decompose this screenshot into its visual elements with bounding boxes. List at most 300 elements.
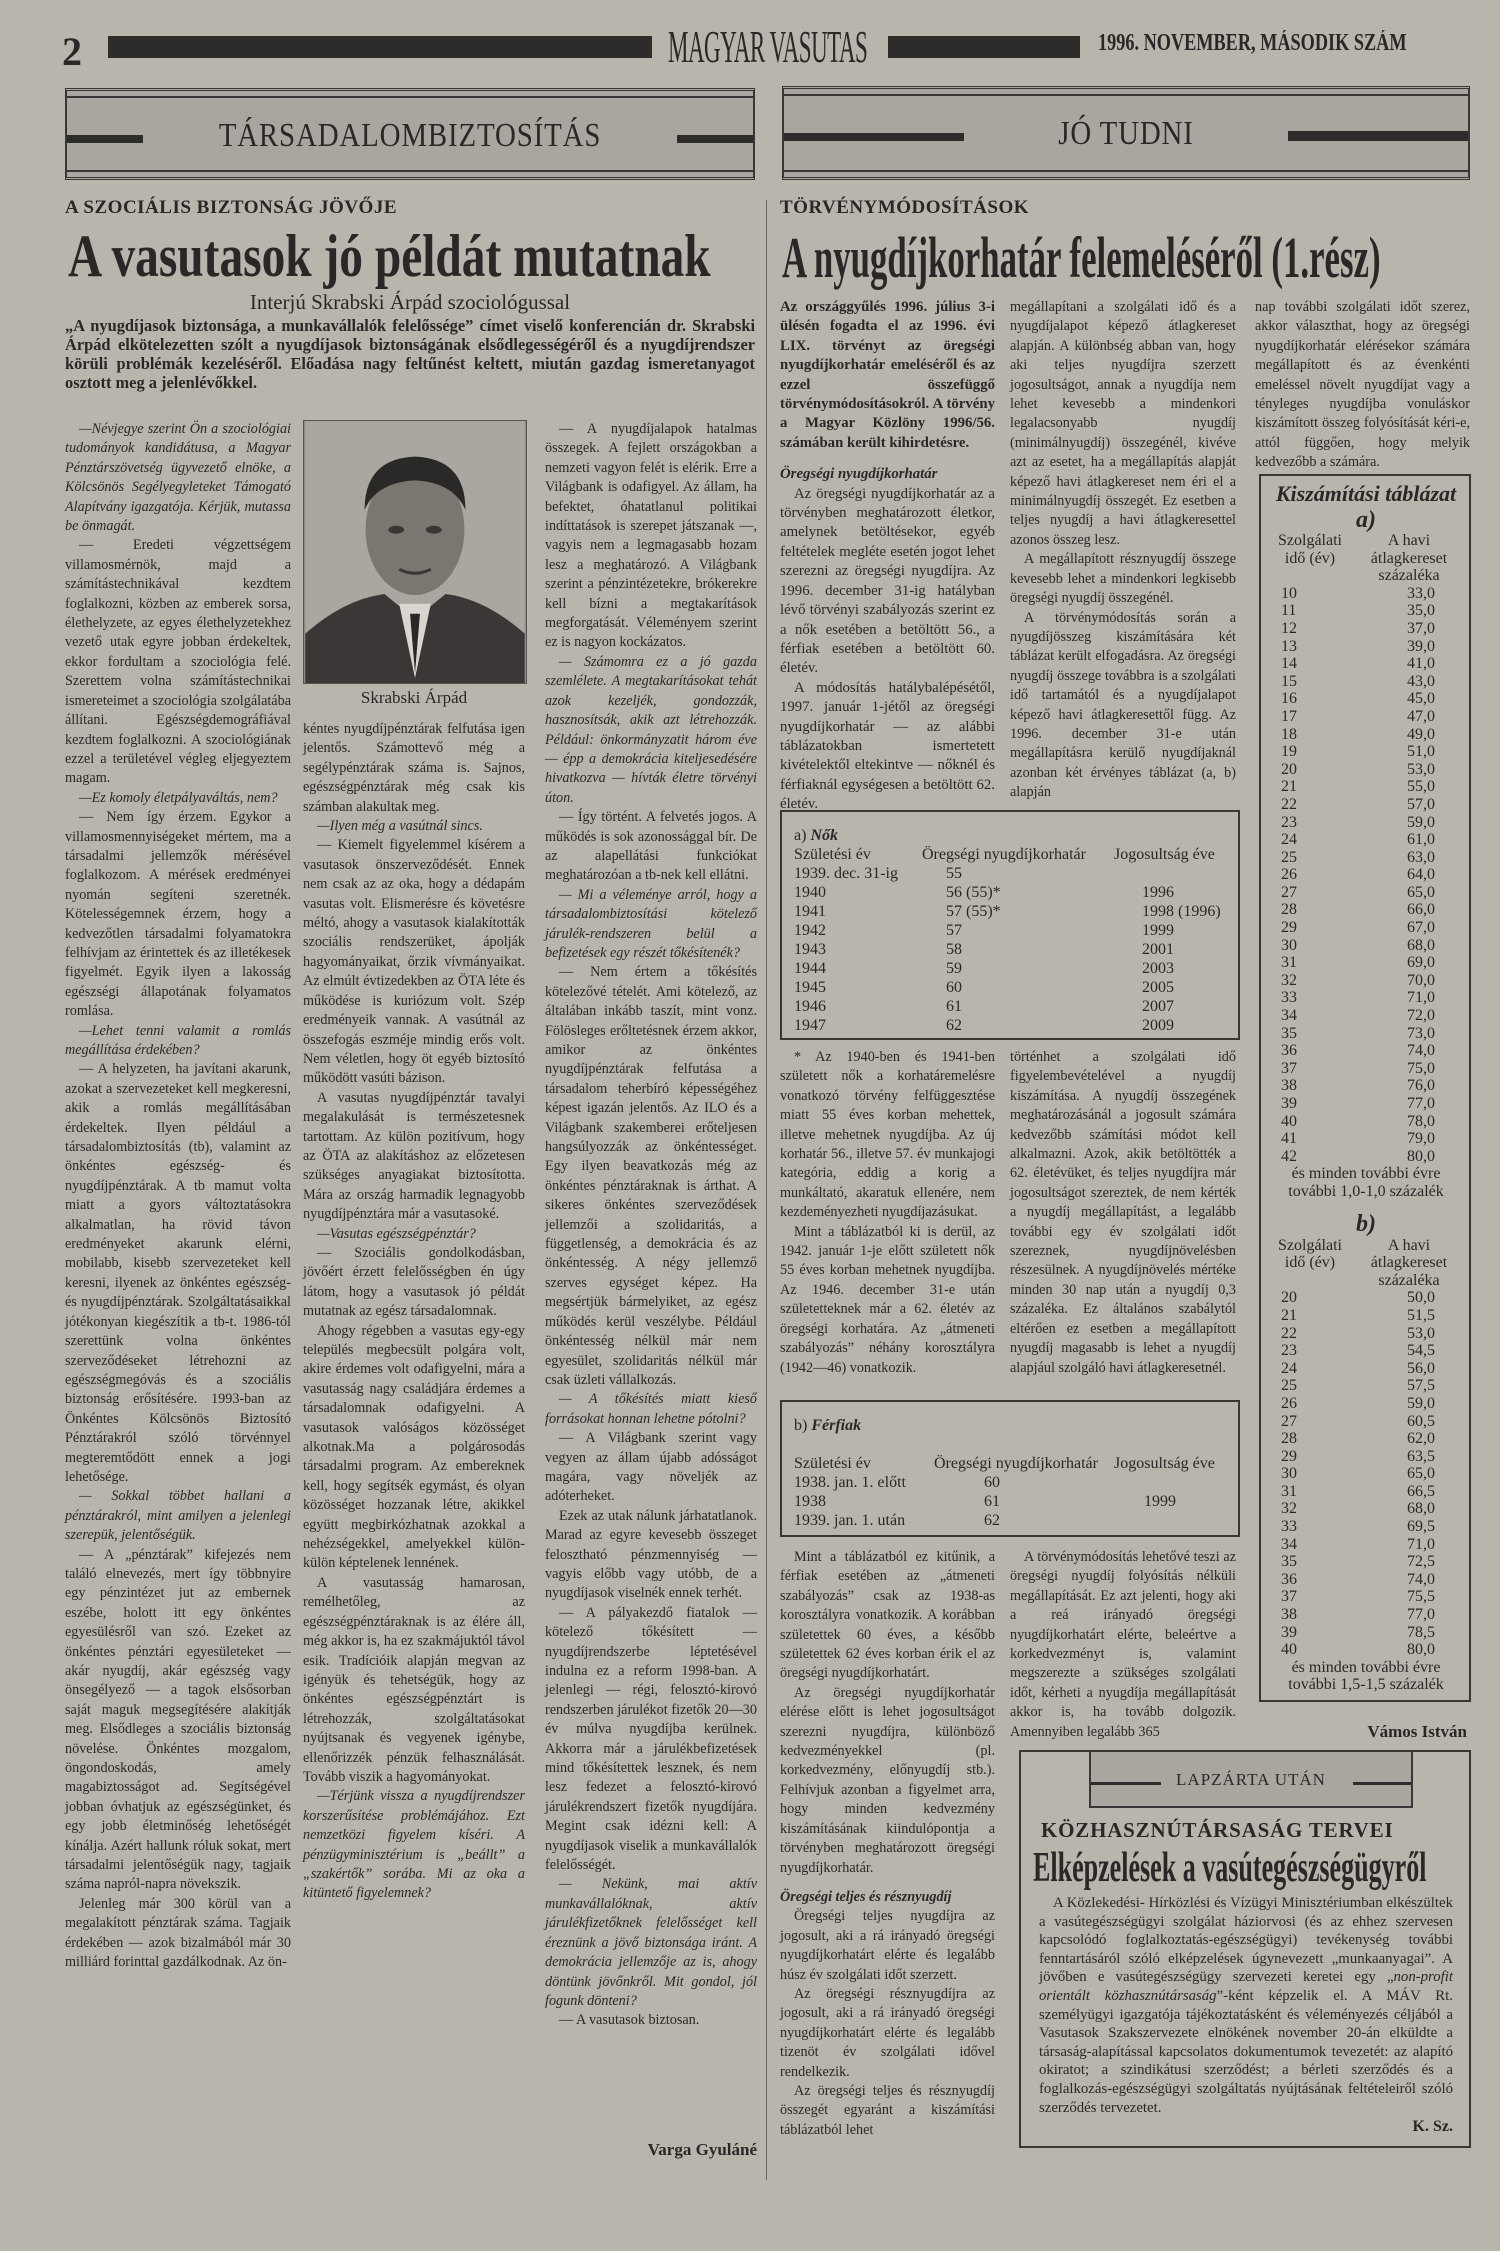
calc-years: 29 [1281, 1447, 1297, 1465]
calc-row [1275, 919, 1457, 937]
calc-row [1275, 1500, 1457, 1518]
calc-years: 17 [1281, 707, 1297, 725]
calc-percent: 80,0 [1407, 1147, 1435, 1165]
paragraph: —Térjünk vissza a nyugdíjrendszer korszerűsítése problémájához. Ezt nemzetközi figyelem kíséri. A pénzügyminisztérium is „beállt” a „szakértők” sorába. Mi az oka a kitüntető figyelemnek? [303, 1788, 525, 1902]
calc-years: 36 [1281, 1570, 1297, 1588]
stop-press-headline: Elképzelések a vasútegészségügyről [1033, 1845, 1427, 1891]
calc-years: 28 [1281, 901, 1297, 919]
calc-years: 37 [1281, 1588, 1297, 1606]
table-row-cell: 60 [946, 979, 962, 996]
table-row-cell: 1996 [1142, 884, 1174, 901]
calc-years: 23 [1281, 813, 1297, 831]
table-row-cell: 1938 [794, 1493, 826, 1510]
calc-row [1275, 708, 1457, 726]
calc-col-a-header-b: Szolgálati idő (év) [1278, 1236, 1342, 1272]
calc-percent: 69,5 [1407, 1518, 1435, 1536]
men-retirement-table [780, 1400, 1240, 1537]
table-row-cell: 1944 [794, 960, 826, 977]
calc-years: 39 [1281, 1095, 1297, 1112]
left-column-3 [545, 420, 757, 2132]
portrait-image [304, 421, 526, 683]
table-row-cell: 2009 [1142, 1017, 1174, 1034]
calc-row [1275, 1483, 1457, 1501]
calc-percent: 74,0 [1407, 1042, 1435, 1060]
women-table-grid [794, 845, 1234, 1035]
paragraph: —Ez komoly életpályaváltás, nem? [79, 789, 278, 806]
left-subtitle: Interjú Skrabski Árpád szociológussal [249, 290, 571, 314]
table-row [794, 902, 1234, 921]
table-row [794, 883, 1234, 902]
calc-percent: 65,0 [1407, 883, 1435, 901]
paragraph: A vasutasság hamarosan, remélhetőleg, az egészségpénztáraknak is az élére áll, még akkor is, ha ez szakmájuktól távol esik. Tradícióik alapján megvan az igényük és tehetségük, hogy az önkéntes egészségpénztárt is létrehozzák, szolgáltatásokat nyújtsanak és vegyenek igénybe, ellenőrizzék pénzük felhasználását. Tovább viszik a hagyományokat. [303, 1574, 525, 1785]
masthead-rule-right [888, 36, 1080, 58]
calc-years: 38 [1281, 1077, 1297, 1095]
calc-percent: 59,0 [1407, 813, 1435, 831]
paragraph: — A vasutasok biztosan. [559, 2012, 700, 2029]
calc-percent: 47,0 [1407, 707, 1435, 725]
paragraph: A törvénymódosítás során a nyugdíjösszeg kiszámítására két táblázat került elfogadásra. Az öregségi nyugdíj összege továbbra is a szolgálati idő tartamától és a nyugdíjalapot képező havi átlagkeresettől függ. Az 1996. december 31-e után megállapításra kerülő nyugdíjaknál azonban két érvényes táblázat (a, b) alapján [1010, 609, 1236, 801]
calc-row [1275, 726, 1457, 744]
table-row-cell: 1940 [794, 884, 826, 901]
calc-percent: 68,0 [1407, 936, 1435, 954]
paragraph: — Eredeti végzettségem villamosmérnök, majd a számítástechnikával kezdtem foglalkozni, közben az emberek sorsa, élethelyzete, az egyes élethelyzetekhez vezető utak egyre jobban érdekeltek, ekkor fordultam a szociológia felé. Szerettem volna számítástechnikai ismereteimet a szociológia szolgálatába állítani. Egészségdemográfiával kezdtem foglalkozni. A szociológiának ezzel a területével végleg eljegyeztem magam. [65, 537, 291, 787]
calc-years: 21 [1281, 1306, 1297, 1324]
stop-press-box [1019, 1750, 1471, 2148]
paragraph: — A helyzeten, ha javítani akarunk, azokat a szervezeteket kell megkeresni, akik a romlás megállításában érdekeltek. Ilyen például a társadalombiztosítás (tb), valamint az önkéntes egészség- és nyugdíjpénztárak. A tb mamut volta miatt a gyors változtatásokra alkalmatlan, ha rövid távon eredményeket akarunk elérni, mobilabb, kisebb szervezeteket kell keresni, ilyenek az önkéntes egészség- és nyugdíjpénztárak. Szolgáltatásaikkal jótékonyan kiegészítik a tb-t. 1986-tól szerettünk volna önkéntes szerveződéseket létrehozni az egészségmegóvás és a szociális biztonság erősítésére. 1993-ban az Önkéntes Kölcsönös Biztosító Pénztárakról szóló törvénnyel megteremtődött ennek a jogi lehetősége. [65, 1061, 291, 1485]
paragraph: nap további szolgálati időt szerez, akkor választhat, hogy az öregségi nyugdíjkorhatár elérésekor számára megállapított és az évenkénti emeléssel növelt nyugdíjat vagy a tényleges nyugdíjba vonuláskor kiszámított összeg folyósítását kéri-e, attól függően, hogy melyik kedvezőbb a számára. [1255, 299, 1470, 471]
table-row-cell: 2003 [1142, 960, 1174, 977]
calc-years: 37 [1281, 1059, 1297, 1077]
calc-percent: 71,0 [1407, 1535, 1435, 1553]
paragraph: — A pályakezdő fiatalok — kötelező tőkésített — nyugdíjrendszerbe léptetésével indulna ez a reform 1998-ban. A jelenlegi — régi, felosztó-kirovó rendszerben járulékot fizetők 20—30 év múlva nyugdíjba kerülnek. Akkorra már a járulékbefizetések mind tőkésítettek lesznek, és nem lesz fedezet a felosztó-kirovó járulékrendszert fizetők nyugdíjára. Megint csak idézni kell: A nyugdíjasok viselik a munkavállalók felelősségét. [545, 1604, 757, 1874]
calc-percent: 67,0 [1407, 919, 1435, 937]
calc-percent: 51,0 [1407, 743, 1435, 761]
calc-row [1275, 1536, 1457, 1554]
calc-row [1275, 901, 1457, 919]
calc-row [1275, 1430, 1457, 1448]
calc-row [1275, 1377, 1457, 1395]
calc-row [1275, 1077, 1457, 1095]
calc-percent: 79,0 [1407, 1130, 1435, 1148]
left-column-1 [65, 420, 291, 2176]
calc-percent: 75,0 [1407, 1059, 1435, 1077]
calc-row [1275, 743, 1457, 761]
paragraph: A módosítás hatálybalépésétől, 1997. január 1-jétől az öregségi nyugdíjkorhatár — az alábbi táblázatokban ismertetett kivételektől eltekintve — nőknél és férfiaknál egységesen a betöltött 62. életév. [780, 679, 995, 813]
calc-percent: 62,0 [1407, 1430, 1435, 1448]
women-table-prefix: a) [794, 827, 807, 844]
calc-percent: 78,5 [1407, 1623, 1435, 1641]
calc-row [1275, 620, 1457, 638]
right-author: Vámos István [1367, 1722, 1467, 1741]
calc-percent: 66,0 [1407, 901, 1435, 919]
calc-percent: 60,5 [1407, 1412, 1435, 1430]
paragraph: * Az 1940-ben és 1941-ben született nők a korhatáremelésre vonatkozó törvény felfüggesztése miatt 55 éves korban mehettek, illetve mehetnek nyugdíjba. Az új korhatár 56., illetve 57. év munkajogi kategória, eddig a korig a munkáltató, akaratuk ellenére, nem kezdeményezheti nyugdíjazásukat. [780, 1049, 995, 1221]
paragraph: —Lehet tenni valamit a romlás megállítása érdekében? [65, 1022, 291, 1058]
table-header-row [794, 845, 1234, 864]
calc-row [1275, 1413, 1457, 1431]
table-row-cell: 1941 [794, 903, 826, 920]
stop-press-kicker: KÖZHASZNÚTÁRSASÁG TERVEI [1041, 1818, 1394, 1842]
left-kicker: A SZOCIÁLIS BIZTONSÁG JÖVŐJE [65, 197, 397, 218]
paragraph: — Számomra ez a jó gazda szemlélete. A megtakarításokat tehát azok kezeljék, gondozzák, hasznosítsák, akik azt létrehozzák. Például: önkormányzatit három éve — épp a demokrácia kiteljesedésére hivatkozva — hívták életre törvényi úton. [545, 653, 757, 806]
calc-percent: 75,5 [1407, 1588, 1435, 1606]
calc-years: 20 [1281, 1289, 1297, 1307]
stop-press-banner-title: LAPZÁRTA UTÁN [1176, 1770, 1326, 1789]
calc-percent: 63,5 [1407, 1447, 1435, 1465]
paragraph: A törvénymódosítás lehetővé teszi az öregségi nyugdíj folyósítás nélküli megállapítását. Ez azt jelenti, hogy aki a reá irányadó öregségi nyugdíjkorhatárt elérte, beleértve a korkedvezményt is, valamint megszerezte a szükséges szolgálati időt, kérheti a nyugdíja megállapítását akkor is, ha tovább dolgozik. Amennyiben legalább 365 [1010, 1549, 1236, 1740]
calc-percent: 57,5 [1407, 1377, 1435, 1395]
calc-years: 35 [1281, 1024, 1297, 1042]
paragraph: Az öregségi nyugdíjkorhatár az a törvényben meghatározott életkor, amelynek betöltésekor, egyéb feltételek megléte esetén jogot lehet szerezni az öregségi nyugdíjra. Az 1996. december 31-ig hatályban lévő törvényi szabályozás szerint ez a nők esetében a betöltött 56., a férfiak esetében a betöltött 60. életév. [780, 485, 995, 677]
masthead-rule-left [108, 36, 652, 58]
calc-percent: 39,0 [1407, 637, 1435, 655]
calc-years: 34 [1281, 1007, 1297, 1025]
calc-percent: 56,0 [1407, 1359, 1435, 1377]
masthead-title: MAGYAR VASUTAS [668, 21, 868, 72]
table-row-cell: 55 [946, 865, 962, 882]
calc-row [1275, 638, 1457, 656]
calc-years: 36 [1281, 1042, 1297, 1060]
calc-years: 31 [1281, 1482, 1297, 1500]
calc-row [1275, 972, 1457, 990]
calc-col-b-header: A havi átlagkereset százaléka [1370, 532, 1448, 585]
table-row [794, 940, 1234, 959]
table-row [794, 1492, 1234, 1511]
calc-years: 32 [1281, 1500, 1297, 1518]
calc-years: 32 [1281, 971, 1297, 989]
right-column-2-top [1010, 298, 1236, 802]
calc-percent: 77,0 [1407, 1606, 1435, 1624]
table-row-cell: 57 (55)* [946, 903, 1001, 920]
calc-years: 12 [1281, 619, 1297, 637]
calculation-table [1259, 474, 1471, 1702]
calc-row [1275, 814, 1457, 832]
stop-press-body-1: A Közlekedési- Hírközlési és Vízügyi Minisztériumban elkészültek a vasútegészségügyi szolgálat háziorvosi (és az ehhez szervesen kapcsolódó foglalkoztatás-egészségügyi) tevékenység további fenntartásáról szóló elképzelések úgynevezett „munkaanyagai”. A jövőben e vasútegészségügy szervezeti keretei egy „ [1039, 1895, 1453, 1986]
calc-row [1275, 937, 1457, 955]
calc-row [1275, 1624, 1457, 1642]
paragraph: — Szociális gondolkodásban, jövőért érzett felelősségben én úgy látom, hogy a vasutasok jó példát mutatnak az egész társadalomnak. [303, 1244, 525, 1320]
calc-percent: 72,5 [1407, 1553, 1435, 1571]
table-row-cell: 1939. dec. 31-ig [794, 865, 898, 882]
paragraph: — Így történt. A felvetés jogos. A működés is sok azonossággal bír. De az alapellátási funkciókat meghatározóan a tb-nek kell ellátni. [545, 809, 757, 884]
calc-percent: 41,0 [1407, 655, 1435, 673]
calc-table-b-label: b) [1356, 1210, 1376, 1237]
calc-percent: 54,5 [1407, 1342, 1435, 1360]
calc-row [1275, 1113, 1457, 1131]
men-table-grid [794, 1454, 1234, 1530]
table-row [794, 921, 1234, 940]
paragraph: — A tőkésítés miatt kieső forrásokat honnan lehetne pótolni? [545, 1391, 757, 1427]
table-row-cell: 2001 [1142, 941, 1174, 958]
paragraph: — Mi a véleménye arról, hogy a társadalombiztosítási kötelező járulék-rendszeren belül a befizetések egy részét tőkésítenék? [545, 886, 757, 961]
calc-percent: 66,5 [1407, 1482, 1435, 1500]
calc-years: 22 [1281, 795, 1297, 813]
table-header-row [794, 1454, 1234, 1473]
calc-percent: 65,0 [1407, 1465, 1435, 1483]
table-row-cell: 61 [984, 1493, 1000, 1510]
calc-row [1275, 1342, 1457, 1360]
issue-date: 1996. NOVEMBER, MÁSODIK SZÁM [1098, 30, 1407, 56]
table-row-cell: 2005 [1142, 979, 1174, 996]
calc-table-a-label: a) [1356, 507, 1376, 533]
calc-row [1275, 1518, 1457, 1536]
calc-years: 40 [1281, 1641, 1297, 1659]
stop-press-body [1039, 1894, 1453, 2117]
table-row-cell: 57 [946, 922, 962, 939]
table-header-row-cell: Öregségi nyugdíjkorhatár [922, 846, 1086, 863]
section-title-right: JÓ TUDNI [1058, 115, 1194, 152]
right-headline: A nyugdíjkorhatár felemeléséről (1.rész) [782, 225, 1381, 290]
calc-years: 25 [1281, 1377, 1297, 1395]
calc-row [1275, 1307, 1457, 1325]
women-retirement-table [780, 810, 1240, 1040]
table-row-cell: 62 [946, 1017, 962, 1034]
calc-row [1275, 585, 1457, 603]
section-banner-right [782, 86, 1470, 180]
calc-percent: 80,0 [1407, 1641, 1435, 1659]
calc-table-b-note: és minden további évre további 1,5-1,5 százalék [1288, 1658, 1444, 1694]
table-row-cell [1114, 864, 1234, 883]
calc-row [1275, 1465, 1457, 1483]
table-row-cell: 1945 [794, 979, 826, 996]
paragraph: Öregségi teljes nyugdíjra az jogosult, aki a rá irányadó öregségi nyugdíjkorhatárt elérte és legalább húsz év szolgálati időt szerzett. [780, 1908, 995, 1983]
paragraph: —Névjegye szerint Ön a szociológiai tudományok kandidátusa, a Magyar Pénztárszövetség ügyvezető elnöke, a Kölcsönös Segélyegyleteket Támogató Alapítvány igazgatója. Kérjük, mutassa be önmagát. [65, 421, 291, 535]
calc-years: 24 [1281, 831, 1297, 849]
calc-table-a-note: és minden további évre további 1,0-1,0 százalék [1288, 1165, 1444, 1200]
calc-row [1275, 1148, 1457, 1166]
calc-percent: 74,0 [1407, 1570, 1435, 1588]
page-number: 2 [62, 29, 82, 74]
table-header-row-cell: Jogosultság éve [1114, 846, 1215, 863]
calc-row [1275, 1553, 1457, 1571]
calc-years: 26 [1281, 866, 1297, 884]
calc-row [1275, 989, 1457, 1007]
calc-years: 31 [1281, 954, 1297, 972]
calc-row [1275, 1571, 1457, 1589]
calc-col-b-header-b: A havi átlagkereset százaléka [1370, 1236, 1448, 1289]
calc-percent: 37,0 [1407, 619, 1435, 637]
calc-years: 39 [1281, 1623, 1297, 1641]
table-row-cell [1114, 1511, 1234, 1530]
calc-years: 30 [1281, 936, 1297, 954]
right-column-1-mid [780, 1048, 995, 1390]
calc-percent: 77,0 [1407, 1095, 1435, 1112]
calc-years: 38 [1281, 1606, 1297, 1624]
calc-years: 25 [1281, 848, 1297, 866]
women-table-label: Nők [810, 827, 838, 844]
men-table-label: Férfiak [811, 1417, 862, 1434]
calc-percent: 51,5 [1407, 1306, 1435, 1324]
paragraph: Mint a táblázatból ki is derül, az 1942. január 1-je előtt született nők 55 éves korban mehetnek nyugdíjba. Az 1946. december 31-e után születetteknek már a 62. életév az öregségi korhatára. Az „átmeneti szabályozás” néhány korosztályra (1942—46) vonatkozik. [780, 1223, 995, 1376]
paragraph: — Sokkal többet hallani a pénztárakról, mint amilyen a jelenlegi szerepük, jelentőségük. [65, 1488, 291, 1544]
paragraph: Az öregségi nyugdíjkorhatár elérése előtt is lehet jogosultságot szerezni nyugdíjra, különböző kedvezményekkel (pl. korkedvezmény, előnyugdíj stb.). Felhívjuk azonban a figyelmet arra, hogy minden kedvezmény kiszámításának kiindulópontja a törvényben meghatározott öregségi nyugdíjkorhatár. [780, 1684, 995, 1876]
table-row-cell: 1946 [794, 998, 826, 1015]
table-row-cell [1114, 1473, 1234, 1492]
calc-percent: 63,0 [1407, 848, 1435, 866]
calc-years: 20 [1281, 760, 1297, 778]
calc-percent: 53,0 [1407, 760, 1435, 778]
table-row [794, 1473, 1234, 1492]
calc-row [1275, 1289, 1457, 1307]
calc-percent: 49,0 [1407, 725, 1435, 743]
calc-years: 11 [1281, 602, 1297, 620]
calc-row [1275, 1641, 1457, 1659]
paragraph: A megállapított résznyugdíj összege kevesebb lehet a mindenkori legkisebb öregségi nyugdíj összegénél. [1010, 551, 1236, 607]
calc-row [1275, 1588, 1457, 1606]
calc-years: 26 [1281, 1394, 1297, 1412]
calc-years: 19 [1281, 743, 1297, 761]
men-table-prefix: b) [794, 1417, 808, 1434]
calc-col-a-header: Szolgálati idő (év) [1278, 532, 1342, 567]
table-row [794, 978, 1234, 997]
calc-row [1275, 1025, 1457, 1043]
stop-press-body-2: ”-ként képzelik el. A MÁV Rt. személyügyi igazgatója tájékoztatásként és véleményezés céljából a Vasutasok Szakszervezete elnökének november 20-án elküldte a társaság-alapítással kapcsolatos dokumentumok tevezetét: az alapító okiratot; a szindikátusi szerződést; a bérleti szerződés és a foglalkozás-egészségügyi szolgáltatás nyújtásának feltételeiről szóló szerződés tervezetet. [1039, 1987, 1453, 2116]
calc-table-a-rows [1275, 585, 1457, 1166]
calc-row [1275, 1095, 1457, 1113]
calc-row [1275, 690, 1457, 708]
left-column-2 [303, 720, 525, 2176]
right-column-3-top [1255, 298, 1470, 471]
table-row-cell: 59 [946, 960, 962, 977]
paragraph: Jelenleg már 300 körül van a megalakított pénztárak száma. Tagjaik érdekében — azok bizalmából már 30 milliárd forinttal gazdálkodnak. Az ön- [65, 1895, 291, 1971]
paragraph: Az országgyűlés 1996. július 3-i ülésén fogadta el az 1996. évi LIX. törvényt az öregségi nyugdíjkorhatár emeléséről és az ezzel összefüggő törvénymódosításokról. A törvény a Magyar Közlöny 1996/56. számában került kihirdetésre. [780, 299, 995, 451]
table-row-cell: 61 [946, 998, 962, 1015]
calc-row [1275, 866, 1457, 884]
calc-row [1275, 831, 1457, 849]
calc-row [1275, 602, 1457, 620]
stop-press-body-italic: non-profit orientált közhasznútársaság [1039, 1969, 1453, 2004]
calc-years: 35 [1281, 1553, 1297, 1571]
calc-row [1275, 954, 1457, 972]
table-row-cell: 1938. jan. 1. előtt [794, 1474, 906, 1491]
calc-years: 40 [1281, 1112, 1297, 1130]
interviewee-photo [303, 420, 527, 684]
paragraph: történhet a szolgálati idő figyelembevételével a nyugdíj kiszámítása. A nyugdíj összegének meghatározásánál a jogosult számára kedvezőbb számítási módot kell alkalmazni. Azok, akik betöltötték a 62. életévüket, és teljes nyugdíjra már jogosultságot szereztek, de nem kérték a nyugdíj megállapítást, a legalább további egy év szolgálati időt szereznek, nyugdíjnövelésben részesülnek. A nyugdíjnövelés mértéke minden 30 nap után a nyugdíj 0,3 százaléka. Ez általános szabálytól eltérően ez esetben a megállapított nyugdíj magasabb is lehet a nyugdíj alapjául szolgáló havi átlagkeresetnél. [1010, 1049, 1236, 1376]
paragraph: Mint a táblázatból ez kitűnik, a férfiak esetében az „átmeneti szabályozás” csak az 1938-as korosztályra vonatkozik. A korábban születettek 60 éves, a később születettek 62 éves korban érik el az öregségi nyugdíjkorhatárt. [780, 1549, 995, 1682]
table-header-row-cell: Születési év [794, 846, 871, 863]
table-row-cell: 1947 [794, 1017, 826, 1034]
photo-caption: Skrabski Árpád [360, 688, 468, 707]
calc-percent: 72,0 [1407, 1007, 1435, 1025]
subheading: Öregségi nyugdíjkorhatár [780, 466, 938, 483]
table-row [794, 997, 1234, 1016]
calc-row [1275, 1130, 1457, 1148]
calc-percent: 61,0 [1407, 831, 1435, 849]
calc-percent: 69,0 [1407, 954, 1435, 972]
calc-years: 10 [1281, 584, 1297, 602]
calc-row [1275, 1448, 1457, 1466]
calc-percent: 73,0 [1407, 1024, 1435, 1042]
stop-press-author: K. Sz. [1412, 2118, 1453, 2136]
table-row-cell: 56 (55)* [946, 884, 1001, 901]
table-row [794, 1511, 1234, 1530]
calc-years: 15 [1281, 672, 1297, 690]
table-row-cell: 62 [984, 1512, 1000, 1529]
calc-percent: 70,0 [1407, 971, 1435, 989]
calc-row [1275, 1395, 1457, 1413]
calc-years: 13 [1281, 637, 1297, 655]
table-row-cell: 1998 (1996) [1142, 903, 1221, 920]
table-row-cell: 1943 [794, 941, 826, 958]
column-divider [766, 200, 767, 2180]
section-title-left: TÁRSADALOMBIZTOSÍTÁS [218, 117, 602, 154]
calc-row [1275, 655, 1457, 673]
calc-years: 21 [1281, 778, 1297, 796]
table-row-cell: 58 [946, 941, 962, 958]
calc-row [1275, 761, 1457, 779]
calc-years: 18 [1281, 725, 1297, 743]
paragraph: — Kiemelt figyelemmel kísérem a vasutasok önszerveződését. Ennek nem csak az az oka, hogy a dédapám vasutas volt. Elismerésre és követésre méltó, ahogy a vasutasok kialakították szociális rendszerüket, ápolják hagyományaikat, őrzik vívmányaikat. Az elmúlt évtizedekben az ÖTA léte és működése is kuriózum volt. Szép eredményeik vannak. A vasútnál az összefogás eszméje mindig erős volt. Nem véletlen, hogy öt egyéb biztosító működött vasúti bázison. [303, 837, 525, 1087]
paragraph: —Ilyen még a vasútnál sincs. [317, 818, 483, 835]
calc-percent: 45,0 [1407, 690, 1435, 708]
calc-years: 14 [1281, 655, 1297, 673]
paragraph: — Nekünk, mai aktív munkavállalóknak, aktív járulékfizetőknek felelősséget kell éreznünk a jövő biztonsága iránt. A demokrácia jellemzője az is, ahogy döntünk jövőnkről. Mit gondol, jól fogunk dönteni? [545, 1876, 757, 2009]
calc-row [1275, 778, 1457, 796]
calc-years: 33 [1281, 1518, 1297, 1536]
table-header-row-cell: Öregségi nyugdíjkorhatár [934, 1455, 1098, 1472]
paragraph: — Nem értem a tőkésítés kötelezővé tételét. Ami kötelező, az általában inkább taszít, mint vonz. Fölösleges erőltetésnek érzem akkor, amikor az önkéntes nyugdíjpénztárak felfutása a társadalom teherbíró képességéhez képest igazán jelentős. Az ILO és a Világbank szakemberei erőteljesen hangsúlyozzák az önkéntességet. Egy ilyen beavatkozás még az önkéntes pénztáraknak is árthat. A sikeres önkéntes szerveződések jellemzői a szolidaritás, a függetlenség, a demokrácia és az önkéntesség. A négy jellemző szerves egységet képez. Ha megsértjük bármelyiket, az egész működés kerül veszélybe. Például önkéntesség nélkül már nem egyesület, szolidaritás nélkül már csak üzleti vállalkozás. [545, 964, 757, 1388]
calc-row [1275, 1042, 1457, 1060]
calc-row [1275, 884, 1457, 902]
right-column-1-bottom [780, 1548, 995, 2178]
table-row-cell: 1942 [794, 922, 826, 939]
calc-years: 22 [1281, 1324, 1297, 1342]
left-lede: „A nyugdíjasok biztonsága, a munkavállalók felelőssége” címet viselő konferencián dr. Skrabski Árpád elkötelezetten szólt a nyugdíjasok biztonságának elsődlegességéről és a nyugdíjrendszer körüli problémák kezeléséről. Előadása nagy feltűnést keltett, miután gazdag ismeretanyagot osztott meg a jelenlévőkkel. [65, 316, 755, 392]
calc-percent: 35,0 [1407, 602, 1435, 620]
calc-years: 41 [1281, 1130, 1297, 1148]
table-header-row-cell: Születési év [794, 1455, 871, 1472]
calc-percent: 68,0 [1407, 1500, 1435, 1518]
calc-percent: 71,0 [1407, 989, 1435, 1007]
calc-years: 42 [1281, 1147, 1297, 1165]
paragraph: — A nyugdíjalapok hatalmas összegek. A fejlett országokban a nemzeti vagyon felét is elérik. Erre a Világbank is odafigyel. Az állam, ha befektet, óhatatlanul politikai indíttatások is szerepet játszanak —, vagyis nem a legmagasabb hozam lesz a meghatározó. A Világbank szerint a pénzintézetekre, brókerekre kell bízni a megtakarítások megforgatását. Véleményem szerint ez is nagyon kockázatos. [545, 421, 757, 651]
paragraph: Ezek az utak nálunk járhatatlanok. Marad az egyre kevesebb összeget felosztható pénzmennyiség — vagyis előbb vagy utóbb, de a nyugdíjasok viselnék ennek terhét. [545, 1507, 757, 1602]
calc-percent: 76,0 [1407, 1077, 1435, 1095]
calc-table-title: Kiszámítási táblázat [1275, 481, 1457, 506]
section-banner-left [65, 88, 755, 180]
right-column-2-mid [1010, 1048, 1236, 1390]
calc-percent: 64,0 [1407, 866, 1435, 884]
right-column-2-bottom [1010, 1548, 1236, 1740]
paragraph: —Vasutas egészségpénztár? [317, 1225, 476, 1242]
calc-percent: 55,0 [1407, 778, 1435, 796]
paragraph: A vasutas nyugdíjpénztár tavalyi megalakulását is természetesnek tartottam. Az külön pozitívum, hogy az ÖTA az alakításhoz az előzetesen szükséges anyagiakat biztosította. Mára az ország harmadik legnagyobb nyugdíjpénztára már a vasutasoké. [303, 1089, 525, 1223]
paragraph: Ahogy régebben a vasutas egy-egy település megbecsült polgára volt, akire érdemes volt odafigyelni, mára a vasutasság nagy családjára érdemes a társadalomnak odafigyelni. A vasutasok valóságos közösséget alkotnak.Ma a polgárosodás társadalmi program. Az embereknek kell, hogy segítsék egymást, és olyan közösséget hozzanak létre, akikkel együtt megbirkózhatnak azokkal a nehézségekkel, amelyekkel külön-külön képtelenek lennének. [303, 1322, 525, 1572]
table-row [794, 959, 1234, 978]
calc-percent: 53,0 [1407, 1324, 1435, 1342]
table-row-cell: 2007 [1142, 998, 1174, 1015]
calc-row [1275, 1606, 1457, 1624]
stop-press-banner [1089, 1752, 1413, 1808]
calc-years: 33 [1281, 989, 1297, 1007]
table-header-row-cell: Jogosultság éve [1114, 1455, 1215, 1472]
calc-percent: 78,0 [1407, 1112, 1435, 1130]
calc-row [1275, 1060, 1457, 1078]
paragraph: Az öregségi teljes és résznyugdíj összegét egyaránt a kiszámítási táblázatból lehet [780, 2082, 995, 2138]
calc-years: 28 [1281, 1430, 1297, 1448]
table-row-cell: 1939. jan. 1. után [794, 1512, 906, 1529]
calc-years: 34 [1281, 1535, 1297, 1553]
right-column-1-top [780, 298, 995, 813]
calc-row [1275, 673, 1457, 691]
calc-table-b-rows [1275, 1289, 1457, 1658]
table-row [794, 864, 1234, 883]
left-author: Varga Gyuláné [647, 2140, 757, 2159]
paragraph: — Nem így érzem. Egykor a villamosmennyiségeket mértem, ma a társadalmi jellemzők mérésével foglalkozom. A mérések eredményei nyomán segíteni szeretnék. Kötelességemnek érzem, hogy a kedvezőtlen társadalmi folyamatokra felhívjam az érintettek és az illetékesek figyelmét. Egyik ilyen a lakosság egészségi állapotának folyamatos romlása. [65, 809, 291, 1020]
calc-percent: 57,0 [1407, 795, 1435, 813]
calc-years: 27 [1281, 1412, 1297, 1430]
calc-years: 29 [1281, 919, 1297, 937]
